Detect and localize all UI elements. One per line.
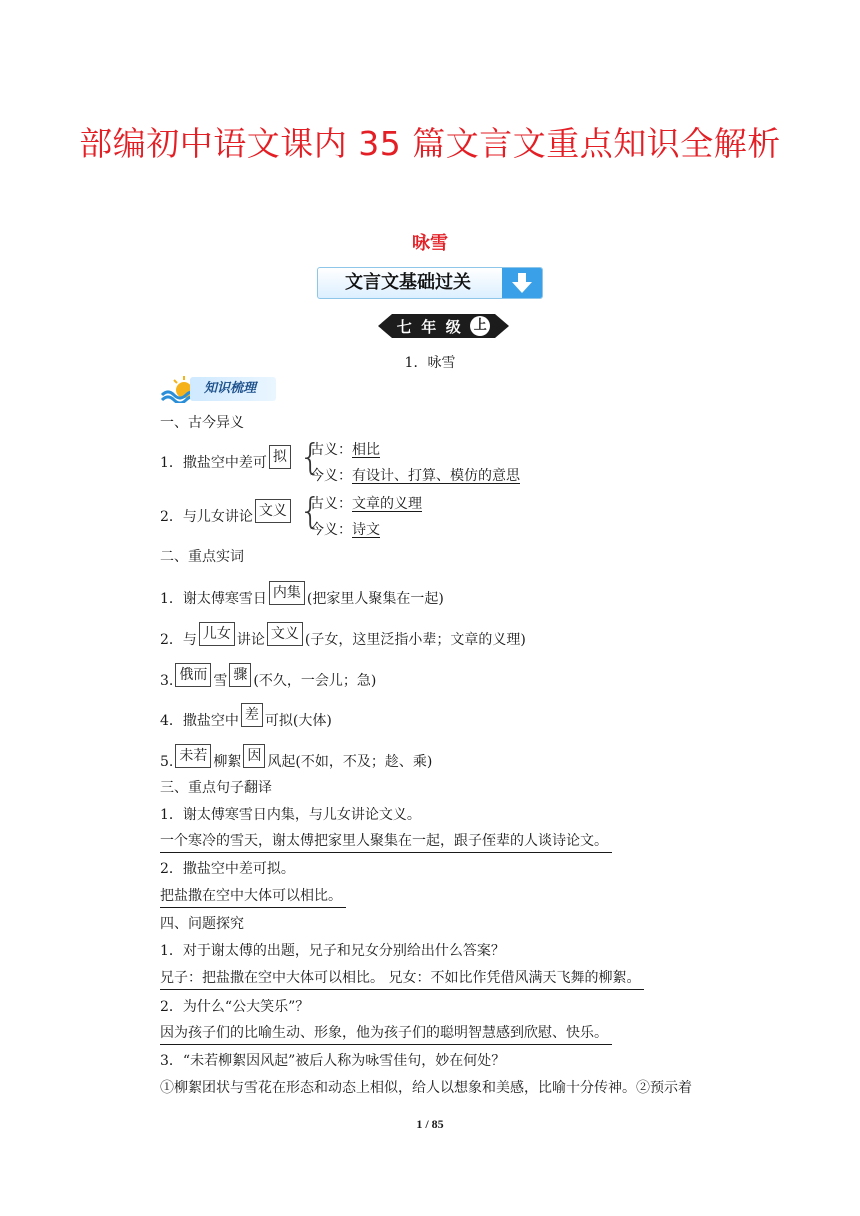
lesson-heading: 1．咏雪 [404,355,456,371]
brace: { [299,437,322,478]
section-heading: 四、问题探究 [160,916,244,932]
down-arrow-icon [502,268,542,298]
section-heading: 二、重点实词 [160,549,244,565]
question: 3．“未若柳絮因风起”被后人称为咏雪佳句，妙在何处？ [160,1053,506,1069]
vocab-item: 5. 未若 柳絮 因 风起(不如，不及；趁、乘) [160,750,432,774]
boxed-word: 因 [243,744,265,768]
boxed-word: 未若 [175,744,211,768]
boxed-word: 俄而 [175,663,211,687]
answer: 兄子：把盐撒在空中大体可以相比。 兄女：不如比作凭借风满天飞舞的柳絮。 [160,967,644,990]
lesson-title: 咏雪 [412,233,448,254]
boxed-word: 差 [241,703,263,727]
boxed-word: 文义 [255,499,291,523]
page-number: 1 / 85 [416,1117,444,1131]
grade-char: 级 [445,317,461,336]
banner-label: 文言文基础过关 [345,272,471,293]
section-banner [317,267,543,299]
question: 2．为什么“公大笑乐”？ [160,999,310,1015]
answer: 因为孩子们的比喻生动、形象，他为孩子们的聪明智慧感到欣慰、快乐。 [160,1022,612,1045]
question: 2．撒盐空中差可拟。 [160,861,295,877]
brace: { [299,491,322,532]
section-heading: 一、古今异义 [160,415,244,431]
vocab-item: 2．与儿女讲论 文义 [160,505,293,529]
grade-term-badge: 上 [470,316,490,336]
question: 1．谢太傅寒雪日内集，与儿女讲论文义。 [160,807,421,823]
answer: ①柳絮团状与雪花在形态和动态上相似，给人以想象和美感，比喻十分传神。②预示着 [160,1080,692,1096]
vocab-item: 3. 俄而 雪 骤 (不久，一会儿；急) [160,669,376,693]
modern-meaning: 今义：诗文 [310,522,380,538]
grade-char: 年 [421,317,437,336]
answer: 一个寒冷的雪天，谢太傅把家里人聚集在一起，跟子侄辈的人谈诗论文。 [160,830,612,853]
vocab-item: 2．与 儿女 讲论 文义 (子女，这里泛指小辈；文章的义理) [160,628,526,652]
boxed-word: 内集 [269,581,305,605]
vocab-item: 1．谢太傅寒雪日 内集 (把家里人聚集在一起) [160,587,444,611]
boxed-word: 文义 [267,622,303,646]
document-title: 部编初中语文课内 35 篇文言文重点知识全解析 [79,124,781,163]
knowledge-badge [160,373,278,403]
badge-label: 知识梳理 [204,381,257,396]
boxed-word: 儿女 [199,622,235,646]
modern-meaning: 今义：有设计、打算、模仿的意思 [310,468,520,484]
section-heading: 三、重点句子翻译 [160,780,272,796]
ancient-meaning: 古义：相比 [310,442,380,458]
boxed-word: 拟 [269,445,291,469]
question: 1．对于谢太傅的出题，兄子和兄女分别给出什么答案？ [160,943,505,959]
vocab-item: 1．撒盐空中差可 拟 [160,451,293,475]
ancient-meaning: 古义：文章的义理 [310,496,422,512]
vocab-item: 4．撒盐空中 差 可拟(大体) [160,709,332,733]
grade-char: 七 [396,317,412,336]
boxed-word: 骤 [229,663,251,687]
grade-ribbon [378,312,509,340]
answer: 把盐撒在空中大体可以相比。 [160,885,346,908]
